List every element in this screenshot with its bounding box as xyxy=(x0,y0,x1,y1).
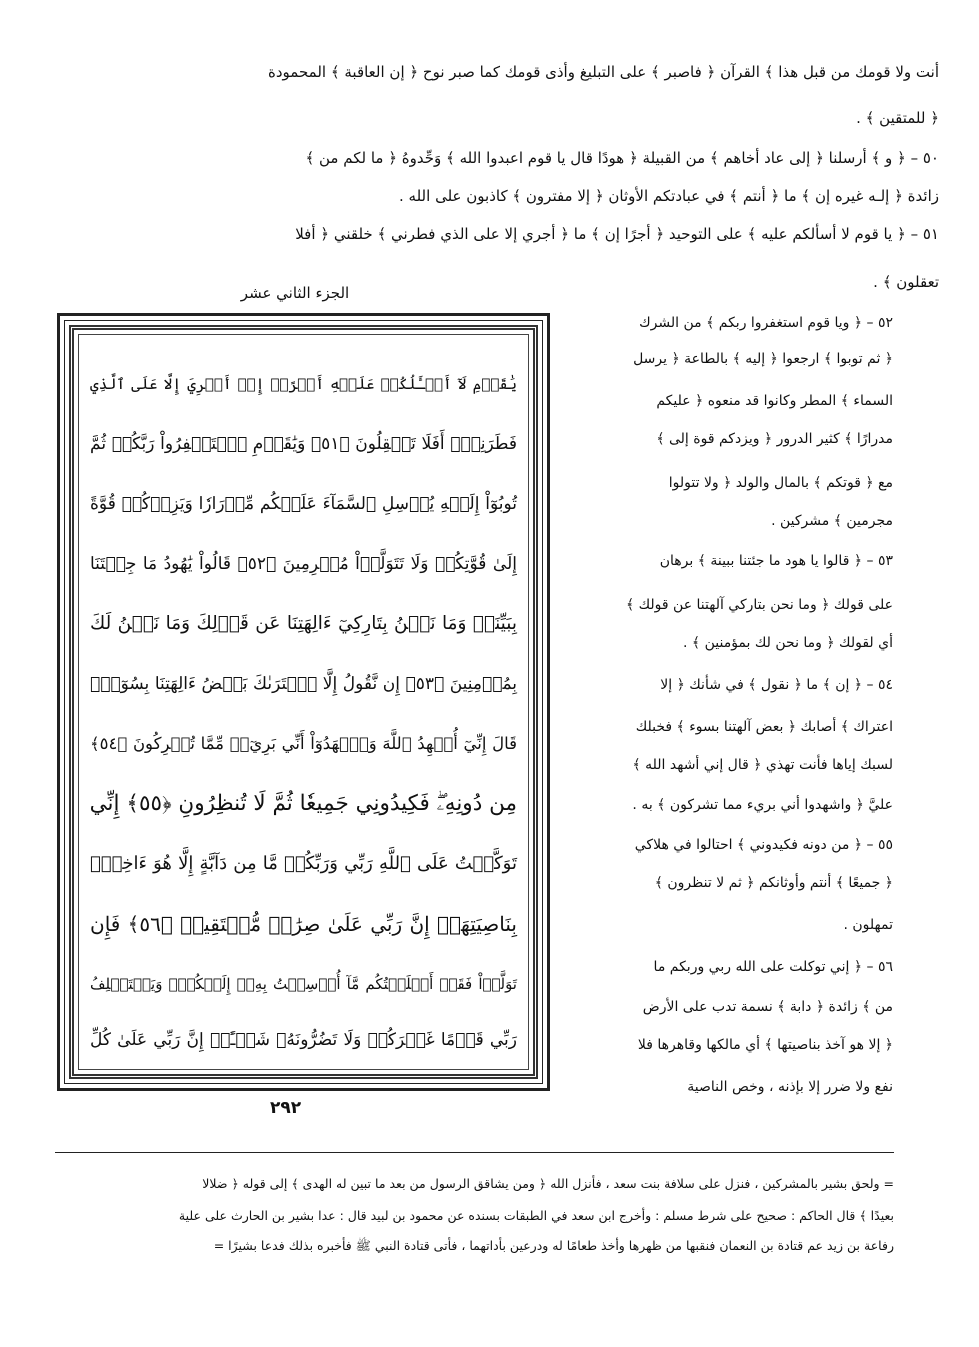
ayah-line: تَوَلَّوۡاْ فَقَدۡ أَبۡلَغۡتُكُم مَّآ أُرۡسِلۡتُ بِهِۦٓ إِلَيۡكُمۡۚ وَيَسۡتَخۡلِفُ xyxy=(90,975,517,993)
ayah-line: إِلَىٰ قُوَّتِكُمۡ وَلَا تَتَوَلَّوۡاْ مُجۡرِمِينَ ﴿٥٢﴾ قَالُواْ يَٰهُودُ مَا جِئۡتَنَا xyxy=(90,554,517,574)
commentary-line: ٥٤ – ﴿ إن ﴾ ما ﴿ نقول ﴾ في شأنك ﴿ إلا xyxy=(660,677,893,693)
ayah-line: تَوَكَّلۡتُ عَلَى ٱللَّهِ رَبِّي وَرَبِّكُمۚ مَّا مِن دَآبَّةٍ إِلَّا هُوَ ءَاخِذُۢ xyxy=(90,853,517,874)
ayah-line: بِنَاصِيَتِهَآۚ إِنَّ رَبِّي عَلَىٰ صِرَٰطٖ مُّسۡتَقِيمٖ ﴿٥٦﴾ فَإِن xyxy=(90,912,517,936)
commentary-line: زائدة ﴿ إلـه غيره إن ﴾ ما ﴿ أنتم ﴾ في عبادتكم الأوثان ﴿ إلا مفترون ﴾ كاذبون على الله . xyxy=(399,187,939,205)
commentary-line: تمهلون . xyxy=(843,917,893,933)
ayah-line: فَطَرَنِيٓۚ أَفَلَا تَعۡقِلُونَ ﴿٥١﴾ وَيَٰقَوۡمِ ٱسۡتَغۡفِرُواْ رَبَّكُمۡ ثُمَّ xyxy=(90,434,517,454)
commentary-line: لسبك إياها فأنت تهذي ﴿ قال إني أشهد الله ﴾ xyxy=(632,757,893,773)
ayah-line: يَٰقَوۡمِ لَآ أَسۡـَٔلُكُمۡ عَلَيۡهِ أَجۡرًاۖ إِنۡ أَجۡرِيَ إِلَّا عَلَى ٱلَّذِي xyxy=(90,375,517,393)
juz-header: الجزء الثاني عشر xyxy=(240,284,350,302)
footnote-line: رفاعة بن زيد عم قتادة بن النعمان فنقبها من ظهرها وأخذ طعامًا له ودرعين بأداتهما ، فأتى قتادة النبي ﷺ فأخبره بذلك فدعا بشيرًا = xyxy=(213,1238,894,1253)
ayah-line: تُوبُوٓاْ إِلَيۡهِ يُرۡسِلِ ٱلسَّمَآءَ عَلَيۡكُم مِّدۡرَارٗا وَيَزِدۡكُمۡ قُوَّةً xyxy=(90,494,517,514)
commentary-line: ٥١ – ﴿ يا قوم لا أسألكم عليه ﴾ على التوحيد ﴿ أجرًا إن ﴾ ما ﴿ أجري إلا على الذي فطرني ﴾ خلقني ﴿ أفلا xyxy=(295,225,939,243)
commentary-line: اعتراك ﴾ أصابك ﴿ بعض آلهتنا بسوء ﴾ فخبلك xyxy=(635,719,893,735)
commentary-line: ٥٥ – ﴿ من دونه فكيدوني ﴾ احتالوا في هلاكي xyxy=(634,837,893,853)
footnote-divider xyxy=(55,1152,894,1153)
page-number: ٢٩٢ xyxy=(270,1098,302,1118)
commentary-line: ﴿ إلا هو آخذ بناصيتها ﴾ أي مالكها وقاهرها فلا xyxy=(637,1037,893,1053)
commentary-line: ﴿ ثم توبوا ﴾ ارجعوا ﴿ إليه ﴾ بالطاعة ﴿ يرسل xyxy=(633,351,893,367)
commentary-line: تعقلون ﴾ . xyxy=(873,273,939,291)
commentary-line: ٥٣ – ﴿ قالوا يا هود ما جئتنا ببينة ﴾ برهان xyxy=(659,553,893,569)
commentary-line: السماء ﴾ المطر وكانوا قد منعوه ﴿ عليكم xyxy=(656,393,893,409)
footnote-line: = ولحق بشير بالمشركين ، فنزل على سلافة بنت سعد ، فأنزل الله ﴿ ومن يشاقق الرسول من بعد ما تبين له الهدى ﴾ إلى قوله ﴿ ضلالا xyxy=(202,1176,894,1191)
commentary-line: أي لقولك ﴿ وما نحن لك بمؤمنين ﴾ . xyxy=(683,635,893,651)
commentary-line: ﴿ للمتقين ﴾ . xyxy=(856,109,939,127)
commentary-line: نفع ولا ضرر إلا بإذنه ، وخص الناصية xyxy=(687,1079,893,1095)
ayah-line: مِن دُونِهِۦۖ فَكِيدُونِي جَمِيعٗا ثُمَّ لَا تُنظِرُونِ ﴿٥٥﴾ إِنِّي xyxy=(89,791,517,816)
ayah-line: قَالَ إِنِّيٓ أُشۡهِدُ ٱللَّهَ وَٱشۡهَدُوٓاْ أَنِّي بَرِيٓءٞ مِّمَّا تُشۡرِكُونَ ﴿٥٤﴾ xyxy=(90,734,517,753)
commentary-line: مع ﴿ قوتكم ﴾ بالمال والولد ﴿ ولا تتولوا xyxy=(668,475,893,491)
commentary-line: من ﴾ زائدة ﴿ دابة ﴾ نسمة تدب على الأرض xyxy=(642,999,893,1015)
commentary-line: مجرمين ﴾ مشركين . xyxy=(771,513,893,529)
ayah-line: بِمُؤۡمِنِينَ ﴿٥٣﴾ إِن نَّقُولُ إِلَّا ٱعۡتَرَىٰكَ بَعۡضُ ءَالِهَتِنَا بِسُوٓءٖۗ xyxy=(90,674,518,694)
commentary-line: ٥٦ – ﴿ إني توكلت على الله ربي وربكم ما xyxy=(653,959,893,975)
commentary-line: عليَّ ﴿ واشهدوا أني بريء مما تشركون ﴾ به . xyxy=(632,797,893,813)
commentary-line: على قولك ﴿ وما نحن بتاركي آلهتنا عن قولك ﴾ xyxy=(625,597,893,613)
ayah-line: رَبِّي قَوۡمًا غَيۡرَكُمۡ وَلَا تَضُرُّونَهُۥ شَيۡـًٔاۚ إِنَّ رَبِّي عَلَىٰ كُلِّ xyxy=(90,1030,517,1050)
commentary-line: ﴿ جميعًا ﴾ أنتم وأوثانكم ﴿ ثم لا تنظرون ﴾ xyxy=(654,875,893,891)
commentary-line: أنت ولا قومك من قبل هذا ﴾ القرآن ﴿ فاصبر ﴾ على التبليغ وأذى قومك كما صبر نوح ﴿ إن العاقبة ﴾ المحمودة xyxy=(268,63,939,81)
footnote-line: بعيدًا ﴾ قال الحاكم : صحيح على شرط مسلم : وأخرج ابن سعد في الطبقات بسنده عن محمود بن لبيد قال : عدا بشير بن الحارث على علية xyxy=(178,1208,894,1223)
mushaf-frame xyxy=(57,313,550,1091)
commentary-line: ٥٠ – ﴿ و ﴾ أرسلنا ﴿ إلى عاد أخاهم ﴾ من القبيلة ﴿ هودًا قال يا قوم اعبدوا الله ﴾ وَحِّدوهُ ﴿ ما لكم من ﴾ xyxy=(305,149,939,167)
commentary-line: مدرارًا ﴾ كثير الدرور ﴿ ويزدكم قوة إلى ﴾ xyxy=(656,431,893,447)
ayah-line: بِبَيِّنَةٖ وَمَا نَحۡنُ بِتَارِكِيٓ ءَالِهَتِنَا عَن قَوۡلِكَ وَمَا نَحۡنُ لَكَ xyxy=(90,613,517,634)
commentary-line: ٥٢ – ﴿ ويا قوم استغفروا ربكم ﴾ من الشرك xyxy=(639,315,893,331)
